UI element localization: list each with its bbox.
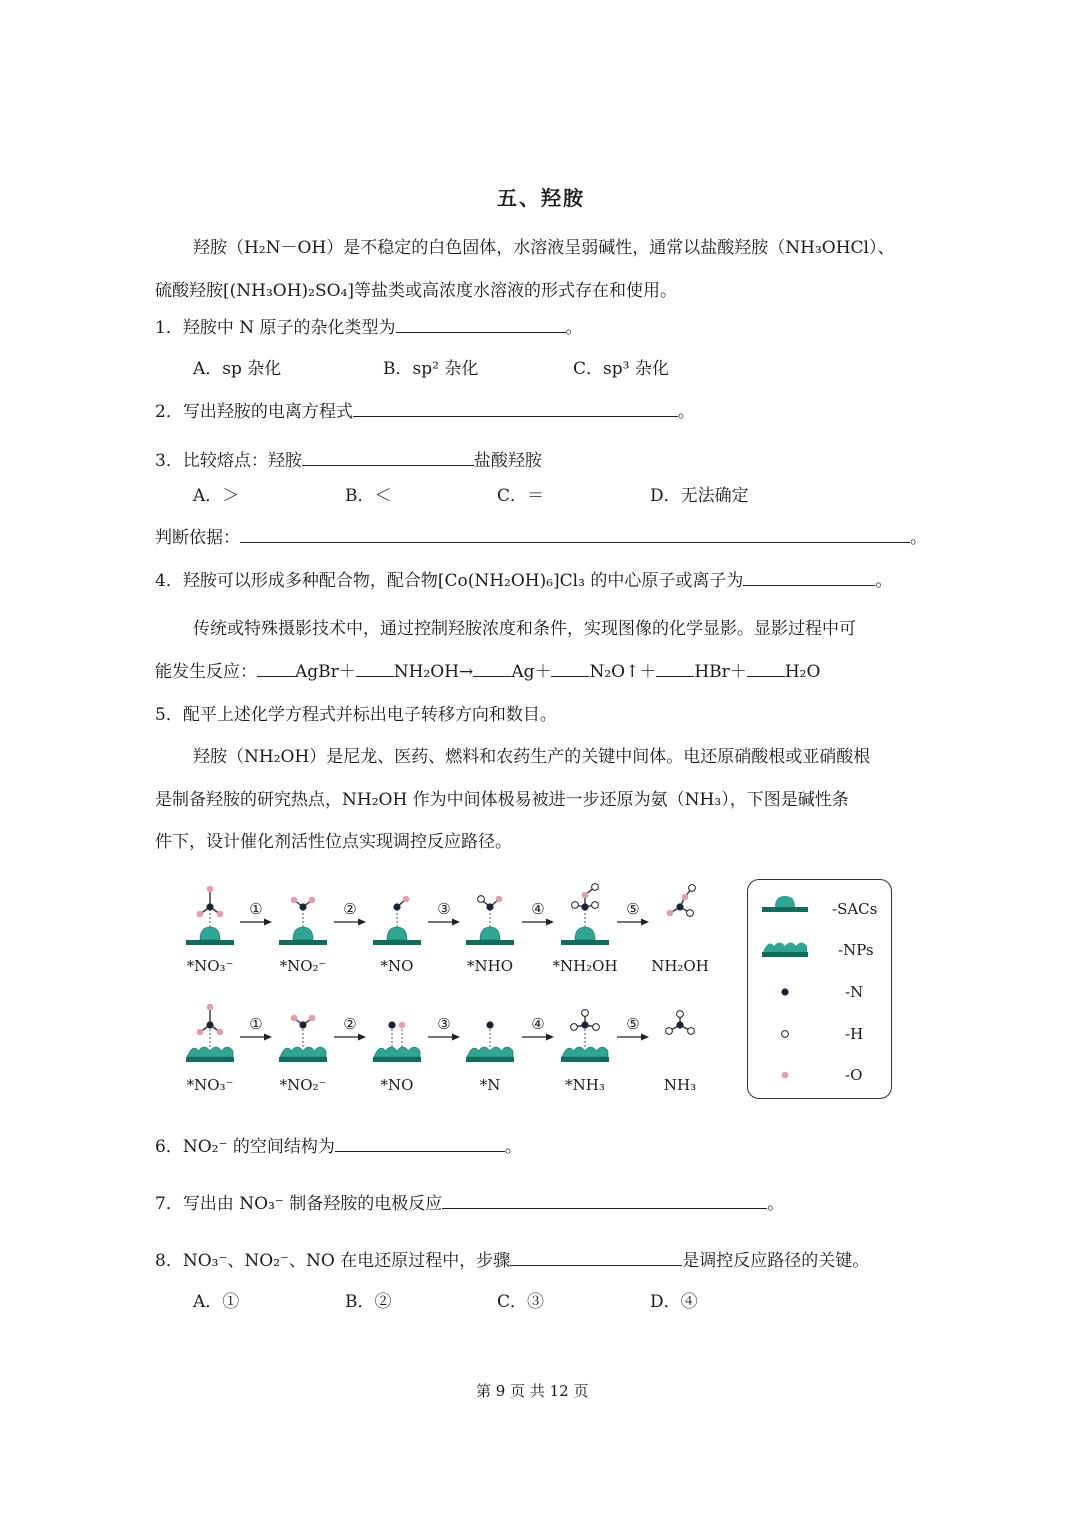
n-atom xyxy=(676,1021,683,1028)
species-label-row1: *NO₃⁻ xyxy=(186,957,234,975)
q1-option-a[interactable]: A．sp 杂化 xyxy=(193,359,282,379)
question-8 xyxy=(155,1246,869,1271)
sac-dome xyxy=(293,927,313,940)
legend-h: -H xyxy=(845,1025,864,1043)
h-atom xyxy=(666,1028,673,1035)
o-atom xyxy=(197,1029,204,1036)
n-atom xyxy=(486,1021,493,1028)
species-label-row1: NH₂OH xyxy=(651,957,709,975)
q2-end: 。 xyxy=(677,402,695,422)
step-number: ① xyxy=(249,900,263,918)
n-atom xyxy=(581,1021,588,1028)
eq-term-ag: Ag＋ xyxy=(511,662,552,682)
h-atom xyxy=(688,1028,695,1035)
o-atom xyxy=(399,1022,406,1029)
para2-line-3: 件下，设计催化剂活性位点实现调控反应路径。 xyxy=(155,832,512,852)
n-atom xyxy=(581,903,588,910)
o-atom xyxy=(496,896,503,903)
np-base xyxy=(279,1057,327,1062)
np-base xyxy=(561,1057,609,1062)
section-title: 五、羟胺 xyxy=(497,186,585,210)
h-atom xyxy=(592,902,599,909)
q8-answer-blank[interactable] xyxy=(510,1247,682,1266)
q3-option-d[interactable]: D．无法确定 xyxy=(650,486,749,506)
species-label-row2: *N xyxy=(479,1076,501,1094)
page-footer: 第 9 页 共 12 页 xyxy=(476,1382,589,1400)
step-number: ④ xyxy=(531,900,545,918)
eq-term-hbr: HBr＋ xyxy=(694,662,747,682)
question-5: 5．配平上述化学方程式并标出电子转移方向和数目。 xyxy=(155,705,557,725)
q3-tail: 盐酸羟胺 xyxy=(473,451,542,471)
np-base xyxy=(466,1057,514,1062)
arrow-head xyxy=(452,1034,460,1041)
np-cluster xyxy=(374,1047,420,1057)
step-number: ③ xyxy=(437,1015,451,1033)
h-atom xyxy=(592,884,599,891)
legend-sacs: -SACs xyxy=(832,900,878,918)
q4-stem: 4．羟胺可以形成多种配合物，配合物[Co(NH₂OH)₆]Cl₃ 的中心原子或离子为 xyxy=(155,571,744,591)
q8-option-b[interactable]: B．② xyxy=(345,1292,392,1312)
q8-option-d[interactable]: D．④ xyxy=(650,1292,698,1312)
o-atom xyxy=(207,1004,214,1011)
q3-basis-label: 判断依据： xyxy=(155,528,240,548)
para2-line-2: 是制备羟胺的研究热点，NH₂OH 作为中间体极易被进一步还原为氨（NH₃），下图是碱性条 xyxy=(155,790,849,810)
q1-stem: 1．羟胺中 N 原子的杂化类型为 xyxy=(155,318,396,338)
h-atom xyxy=(572,902,579,909)
q1-end: 。 xyxy=(565,318,583,338)
species-label-row2: *NO₃⁻ xyxy=(186,1076,234,1094)
n-atom xyxy=(206,903,213,910)
h-atom xyxy=(689,885,696,892)
intro-line-2: 硫酸羟胺[(NH₃OH)₂SO₄]等盐类或高浓度水溶液的形式存在和使用。 xyxy=(155,281,678,301)
eq-term-agbr: AgBr＋ xyxy=(295,662,356,682)
eq-term-nh2oh: NH₂OH→ xyxy=(393,662,474,682)
photo-line-2-head: 能发生反应： xyxy=(155,662,257,682)
h-atom xyxy=(582,1010,589,1017)
q7-end: 。 xyxy=(767,1194,785,1214)
legend-o: -O xyxy=(845,1066,863,1084)
sac-dome xyxy=(200,927,220,940)
sac-dome xyxy=(575,927,595,940)
n-atom xyxy=(388,1021,395,1028)
q8-tail: 是调控反应路径的关键。 xyxy=(682,1251,870,1271)
species-label-row2: NH₃ xyxy=(663,1076,697,1094)
o-atom xyxy=(291,897,298,904)
arrow-head xyxy=(546,919,554,926)
arrow-head xyxy=(452,919,460,926)
h-atom xyxy=(571,1024,578,1031)
q2-stem: 2．写出羟胺的电离方程式 xyxy=(155,402,353,422)
n-atom xyxy=(299,1021,306,1028)
n-atom xyxy=(393,903,400,910)
sac-base xyxy=(279,940,327,945)
step-number: ④ xyxy=(531,1015,545,1033)
n-atom xyxy=(299,903,306,910)
sac-dome xyxy=(387,927,407,940)
legend-n: -N xyxy=(845,983,864,1001)
n-atom xyxy=(206,1021,213,1028)
q6-stem: 6．NO₂⁻ 的空间结构为 xyxy=(155,1137,335,1157)
q8-option-a[interactable]: A．① xyxy=(193,1292,240,1312)
species-label-row1: *NH₂OH xyxy=(552,957,618,975)
step-number: ⑤ xyxy=(626,1015,640,1033)
sac-base xyxy=(373,940,421,945)
q7-stem: 7．写出由 NO₃⁻ 制备羟胺的电极反应 xyxy=(155,1194,443,1214)
species-label-row2: *NO₂⁻ xyxy=(279,1076,327,1094)
o-atom xyxy=(207,886,214,893)
o-atom xyxy=(217,1029,224,1036)
np-cluster xyxy=(467,1047,513,1057)
q4-end: 。 xyxy=(875,571,893,591)
h-atom xyxy=(478,896,485,903)
q3-stem: 3．比较熔点：羟胺 xyxy=(155,451,302,471)
para2-line-1: 羟胺（NH₂OH）是尼龙、医药、燃料和农药生产的关键中间体。电还原硝酸根或亚硝酸根 xyxy=(193,747,871,767)
question-7 xyxy=(155,1189,784,1214)
arrow-head xyxy=(546,1034,554,1041)
np-cluster xyxy=(187,1047,233,1057)
sac-dome xyxy=(480,927,500,940)
o-atom xyxy=(197,911,204,918)
h-atom xyxy=(677,1011,684,1018)
o-atom xyxy=(667,910,674,917)
q8-option-c[interactable]: C．③ xyxy=(497,1292,545,1312)
arrow-head xyxy=(264,1034,272,1041)
arrow-head xyxy=(641,1034,649,1041)
sac-base xyxy=(561,940,609,945)
arrow-head xyxy=(358,919,366,926)
step-number: ⑤ xyxy=(626,900,640,918)
o-atom xyxy=(309,897,316,904)
legend-nps: -NPs xyxy=(838,941,874,959)
o-atom xyxy=(403,896,410,903)
q8-stem: 8．NO₃⁻、NO₂⁻、NO 在电还原过程中，步骤 xyxy=(155,1251,511,1271)
q6-end: 。 xyxy=(504,1137,522,1157)
arrow-head xyxy=(641,919,649,926)
eq-term-h2o: H₂O xyxy=(784,662,821,682)
sac-base xyxy=(466,940,514,945)
species-label-row1: *NO₂⁻ xyxy=(279,957,327,975)
q1-option-c[interactable]: C．sp³ 杂化 xyxy=(573,359,669,379)
step-number: ② xyxy=(343,1015,357,1033)
step-number: ③ xyxy=(437,900,451,918)
h-atom xyxy=(593,1024,600,1031)
n-atom xyxy=(486,903,493,910)
photo-line-1: 传统或特殊摄影技术中，通过控制羟胺浓度和条件，实现图像的化学显影。显影过程中可 xyxy=(193,619,856,639)
q3-option-a[interactable]: A．＞ xyxy=(193,486,240,506)
species-label-row2: *NO xyxy=(380,1076,414,1094)
q3-option-c[interactable]: C．＝ xyxy=(497,486,545,506)
q6-answer-blank[interactable] xyxy=(335,1133,505,1152)
np-cluster xyxy=(562,1047,608,1057)
question-6 xyxy=(155,1132,522,1157)
arrow-head xyxy=(358,1034,366,1041)
np-cluster xyxy=(280,1047,326,1057)
step-number: ② xyxy=(343,900,357,918)
o-atom xyxy=(291,1015,298,1022)
q3-option-b[interactable]: B．＜ xyxy=(345,486,392,506)
sac-base xyxy=(186,940,234,945)
q1-option-b[interactable]: B．sp² 杂化 xyxy=(383,359,479,379)
species-label-row1: *NO xyxy=(380,957,414,975)
o-atom xyxy=(217,911,224,918)
eq-term-n2o: N₂O↑＋ xyxy=(589,662,657,682)
o-atom xyxy=(682,894,689,901)
intro-line-1: 羟胺（H₂N－OH）是不稳定的白色固体，水溶液呈弱碱性，通常以盐酸羟胺（NH₃OHCl）、 xyxy=(193,238,895,258)
species-label-row1: *NHO xyxy=(466,957,513,975)
o-atom xyxy=(309,1015,316,1022)
h-atom xyxy=(687,910,694,917)
arrow-head xyxy=(264,919,272,926)
q3-basis-end: 。 xyxy=(910,528,927,548)
np-base xyxy=(373,1057,421,1062)
q7-answer-blank[interactable] xyxy=(442,1190,767,1209)
step-number: ① xyxy=(249,1015,263,1033)
np-base xyxy=(186,1057,234,1062)
n-atom xyxy=(676,903,683,910)
species-label-row2: *NH₃ xyxy=(565,1076,605,1094)
o-atom xyxy=(582,892,589,899)
